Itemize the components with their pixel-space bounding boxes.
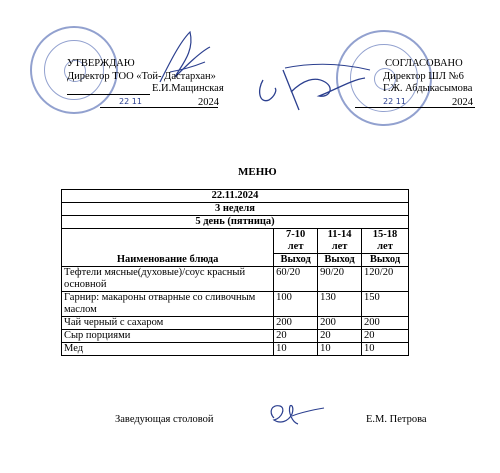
age-group-1-yield: Выход [274,253,317,266]
age-group-2-yield: Выход [318,253,361,266]
agree-name: Г.Ж. Абдыкасымова [383,83,473,94]
yield-15-18: 150 [362,292,409,317]
yield-11-14: 90/20 [318,267,362,292]
age-group-3-yield: Выход [362,253,408,266]
footer-role: Заведующая столовой [115,414,214,425]
menu-day: 5 день (пятница) [62,216,409,229]
dish-name: Чай черный с сахаром [62,317,274,330]
yield-11-14: 10 [318,343,362,356]
yield-11-14: 130 [318,292,362,317]
week-row [62,203,409,216]
agree-position: Директор ШЛ №6 [383,71,464,82]
age-group-1-header [274,229,318,267]
age-group-1-age: 7-10 [286,229,306,240]
table-row [62,317,409,330]
date-row [62,190,409,203]
table-row [62,292,409,317]
approve-heading: УТВЕРЖДАЮ [67,58,135,69]
header-row [62,229,409,267]
approve-sign-line [67,94,150,95]
dish-name: Тефтели мясные(духовые)/соус красный основной [62,267,274,292]
approve-year: 2024 [198,97,219,108]
approve-name: Е.И.Мащинская [152,83,224,94]
agree-year: 2024 [452,97,473,108]
right-signature [255,60,375,120]
yield-15-18: 20 [362,330,409,343]
footer-name: Е.М. Петрова [366,414,427,425]
yield-11-14: 200 [318,317,362,330]
day-row [62,216,409,229]
yield-15-18: 10 [362,343,409,356]
age-group-2-unit: лет [331,241,348,252]
dish-name: Гарнир: макароны отварные со сливочным маслом [62,292,274,317]
age-group-3-header [362,229,409,267]
document-title: МЕНЮ [238,166,277,178]
yield-7-10: 200 [274,317,318,330]
table-row [62,267,409,292]
yield-15-18: 200 [362,317,409,330]
age-group-2-header [318,229,362,267]
yield-15-18: 120/20 [362,267,409,292]
age-group-3-age: 15-18 [372,229,398,240]
menu-date: 22.11.2024 [62,190,409,203]
agree-date-handwritten: 22 11 [383,97,406,106]
column-dish-header: Наименование блюда [62,229,274,267]
approve-position: Директор ТОО «Той- Дастархан» [67,71,216,82]
yield-7-10: 10 [274,343,318,356]
footer-signature [262,398,328,430]
menu-table [61,189,409,356]
table-row [62,330,409,343]
agree-heading: СОГЛАСОВАНО [385,58,463,69]
age-group-3-unit: лет [377,241,393,252]
age-group-1-unit: лет [287,241,304,252]
dish-name: Сыр порциями [62,330,274,343]
yield-11-14: 20 [318,330,362,343]
menu-week: 3 неделя [62,203,409,216]
yield-7-10: 60/20 [274,267,318,292]
yield-7-10: 20 [274,330,318,343]
left-stamp [30,26,118,114]
age-group-2-age: 11-14 [327,229,352,240]
yield-7-10: 100 [274,292,318,317]
approve-date-handwritten: 22 11 [119,97,142,106]
table-row [62,343,409,356]
dish-name: Мед [62,343,274,356]
